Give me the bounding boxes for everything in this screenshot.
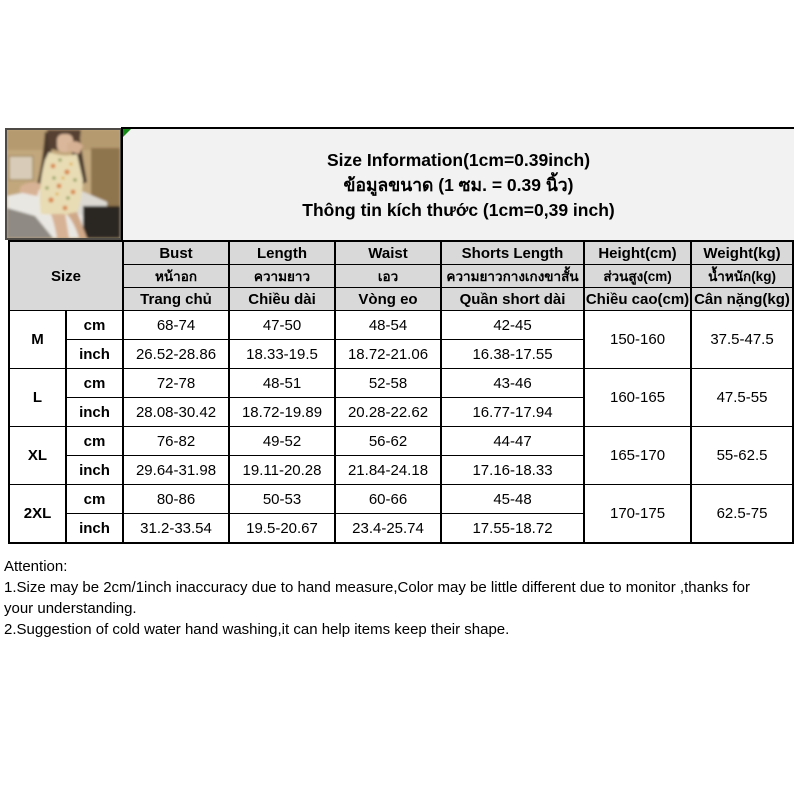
header-bust-en: Bust — [123, 241, 229, 265]
title-line-th: ข้อมูลขนาด (1 ซม. = 0.39 นิ้ว) — [343, 175, 574, 195]
2xl-waist-cm: 60-66 — [335, 485, 441, 514]
l-waist-cm: 52-58 — [335, 369, 441, 398]
m-height: 150-160 — [584, 311, 691, 369]
2xl-shorts-cm: 45-48 — [441, 485, 584, 514]
row-m-cm — [9, 311, 793, 340]
xl-waist-cm: 56-62 — [335, 427, 441, 456]
l-shorts-cm: 43-46 — [441, 369, 584, 398]
header-bust-vi: Trang chủ — [123, 288, 229, 311]
2xl-bust-cm: 80-86 — [123, 485, 229, 514]
l-length-cm: 48-51 — [229, 369, 335, 398]
2xl-shorts-inch: 17.55-18.72 — [441, 514, 584, 544]
xl-length-inch: 19.11-20.28 — [229, 456, 335, 485]
l-bust-inch: 28.08-30.42 — [123, 398, 229, 427]
xl-length-cm: 49-52 — [229, 427, 335, 456]
2xl-weight: 62.5-75 — [691, 485, 793, 544]
size-chart-table — [8, 240, 794, 544]
m-length-cm: 47-50 — [229, 311, 335, 340]
header-height-en: Height(cm) — [584, 241, 691, 265]
l-length-inch: 18.72-19.89 — [229, 398, 335, 427]
unit-inch: inch — [66, 514, 123, 544]
header-row-th — [9, 265, 793, 288]
product-photo-illustration — [7, 130, 120, 238]
header-weight-en: Weight(kg) — [691, 241, 793, 265]
2xl-height: 170-175 — [584, 485, 691, 544]
m-bust-cm: 68-74 — [123, 311, 229, 340]
header-weight-vi: Cân nặng(kg) — [691, 288, 793, 311]
unit-inch: inch — [66, 456, 123, 485]
m-shorts-cm: 42-45 — [441, 311, 584, 340]
header-height-th: ส่วนสูง(cm) — [584, 265, 691, 288]
header-weight-th: น้ำหนัก(kg) — [691, 265, 793, 288]
header-length-vi: Chiều dài — [229, 288, 335, 311]
header-height-vi: Chiều cao(cm) — [584, 288, 691, 311]
l-shorts-inch: 16.77-17.94 — [441, 398, 584, 427]
header-row-en — [9, 241, 793, 265]
size-label-l: L — [9, 369, 66, 427]
xl-bust-inch: 29.64-31.98 — [123, 456, 229, 485]
xl-shorts-cm: 44-47 — [441, 427, 584, 456]
header-row-vi — [9, 288, 793, 311]
row-2xl-cm — [9, 485, 793, 514]
l-bust-cm: 72-78 — [123, 369, 229, 398]
xl-height: 165-170 — [584, 427, 691, 485]
size-label-xl: XL — [9, 427, 66, 485]
header-shorts-en: Shorts Length — [441, 241, 584, 265]
title-line-vi: Thông tin kích thước (1cm=0,39 inch) — [302, 200, 615, 220]
size-label-m: M — [9, 311, 66, 369]
m-weight: 37.5-47.5 — [691, 311, 793, 369]
unit-cm: cm — [66, 485, 123, 514]
xl-bust-cm: 76-82 — [123, 427, 229, 456]
2xl-bust-inch: 31.2-33.54 — [123, 514, 229, 544]
row-l-cm — [9, 369, 793, 398]
row-xl-cm — [9, 427, 793, 456]
header-waist-vi: Vòng eo — [335, 288, 441, 311]
m-length-inch: 18.33-19.5 — [229, 340, 335, 369]
l-waist-inch: 20.28-22.62 — [335, 398, 441, 427]
m-waist-cm: 48-54 — [335, 311, 441, 340]
attention-note-2: 2.Suggestion of cold water hand washing,it can help items keep their shape. — [4, 621, 510, 638]
attention-notes — [4, 556, 782, 640]
header-bust-th: หน้าอก — [123, 265, 229, 288]
header-length-th: ความยาว — [229, 265, 335, 288]
title-line-en: Size Information(1cm=0.39inch) — [326, 150, 591, 170]
unit-inch: inch — [66, 398, 123, 427]
m-bust-inch: 26.52-28.86 — [123, 340, 229, 369]
header-length-en: Length — [229, 241, 335, 265]
header-waist-th: เอว — [335, 265, 441, 288]
2xl-length-cm: 50-53 — [229, 485, 335, 514]
xl-weight: 55-62.5 — [691, 427, 793, 485]
size-header-cell: Size — [9, 241, 123, 311]
header-shorts-vi: Quần short dài — [441, 288, 584, 311]
unit-inch: inch — [66, 340, 123, 369]
product-photo — [5, 128, 122, 240]
l-weight: 47.5-55 — [691, 369, 793, 427]
xl-waist-inch: 21.84-24.18 — [335, 456, 441, 485]
attention-note-1: 1.Size may be 2cm/1inch inaccuracy due to hand measure,Color may be little different due to monitor ,thanks for your understanding. — [4, 579, 750, 617]
2xl-waist-inch: 23.4-25.74 — [335, 514, 441, 544]
unit-cm: cm — [66, 427, 123, 456]
l-height: 160-165 — [584, 369, 691, 427]
m-waist-inch: 18.72-21.06 — [335, 340, 441, 369]
unit-cm: cm — [66, 369, 123, 398]
size-label-2xl: 2XL — [9, 485, 66, 544]
xl-shorts-inch: 17.16-18.33 — [441, 456, 584, 485]
title-cell — [121, 127, 794, 242]
2xl-length-inch: 19.5-20.67 — [229, 514, 335, 544]
header-shorts-th: ความยาวกางเกงขาสั้น — [441, 265, 584, 288]
m-shorts-inch: 16.38-17.55 — [441, 340, 584, 369]
attention-heading: Attention: — [4, 558, 68, 575]
header-waist-en: Waist — [335, 241, 441, 265]
unit-cm: cm — [66, 311, 123, 340]
